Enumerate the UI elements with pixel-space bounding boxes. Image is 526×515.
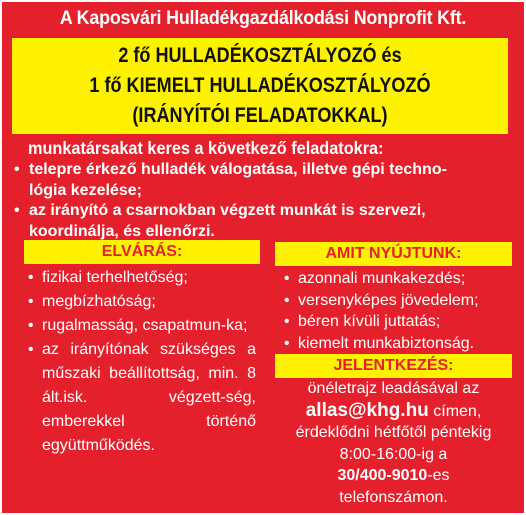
apply-hours: 8:00-16:00-ig a <box>339 445 448 463</box>
headline-line-3: (IRÁNYÍTÓI FELADATOKKAL) <box>132 104 388 127</box>
bullet-icon: • <box>284 270 290 287</box>
list-item: • versenyképes jövedelem; <box>284 290 512 312</box>
bullet-icon: • <box>284 291 290 309</box>
apply-line-5: telefonszámon. <box>339 488 448 506</box>
list-item: • kiemelt munkabiztonság. <box>284 333 512 355</box>
bullet-icon: • <box>28 293 34 310</box>
requirements-list <box>28 266 256 458</box>
list-item: • fizikai terhelhetőség; <box>28 266 256 290</box>
offer-list <box>284 268 512 354</box>
bullet-icon: • <box>284 313 290 330</box>
bullet-icon: • <box>14 202 20 219</box>
task-item: • az irányító a csarnokban végzett munkát is szervezi, koordinálja, és ellenőrzi. <box>14 202 426 240</box>
bullet-icon: • <box>28 317 34 334</box>
headline-line-2: 1 fő KIEMELT HULLADÉKOSZTÁLYOZÓ <box>89 74 431 97</box>
apply-line-3: érdeklődni hétfőtől péntekig <box>295 424 492 441</box>
apply-email-line: allas@khg.hu címen, <box>305 399 482 421</box>
apply-phone-line: 30/400-9010-es <box>337 467 450 484</box>
apply-info <box>275 378 512 508</box>
list-item: • béren kívüli juttatás; <box>284 311 512 333</box>
job-advertisement <box>2 2 524 513</box>
list-item: • megbízhatóság; <box>28 290 256 314</box>
task-list <box>12 160 512 242</box>
headline-box <box>12 38 508 134</box>
email-link[interactable]: allas@khg.hu <box>305 399 429 421</box>
list-item: • rugalmasság, csapatmun-ka; <box>28 314 256 338</box>
company-name: A Kaposvári Hulladékgazdálkodási Nonprofit Kft. <box>59 8 467 29</box>
intro-text: munkatársakat keres a következő feladatokra: <box>28 138 384 158</box>
apply-line-1: önéletrajz leadásával az <box>307 380 480 397</box>
phone-number[interactable]: 30/400-9010 <box>337 467 428 484</box>
bullet-icon: • <box>14 161 20 178</box>
task-item: • telepre érkező hulladék válogatása, illetve gépi techno- lógia kezelése; <box>14 161 447 199</box>
list-item: • azonnali munkakezdés; <box>284 268 512 290</box>
bullet-icon: • <box>284 334 290 352</box>
bullet-icon: • <box>28 341 34 358</box>
offer-title: AMIT NYÚJTUNK: <box>275 242 512 266</box>
list-item: • az irányítónak szükséges a műszaki beállítottság, min. 8 ált.isk. végzett-ség, emberekkel történő együttműködés. <box>28 338 256 458</box>
apply-title: JELENTKEZÉS: <box>275 354 512 378</box>
bullet-icon: • <box>28 269 34 286</box>
requirements-title: ELVÁRÁS: <box>24 240 260 264</box>
headline-line-1: 2 fő HULLADÉKOSZTÁLYOZÓ és <box>118 44 402 67</box>
